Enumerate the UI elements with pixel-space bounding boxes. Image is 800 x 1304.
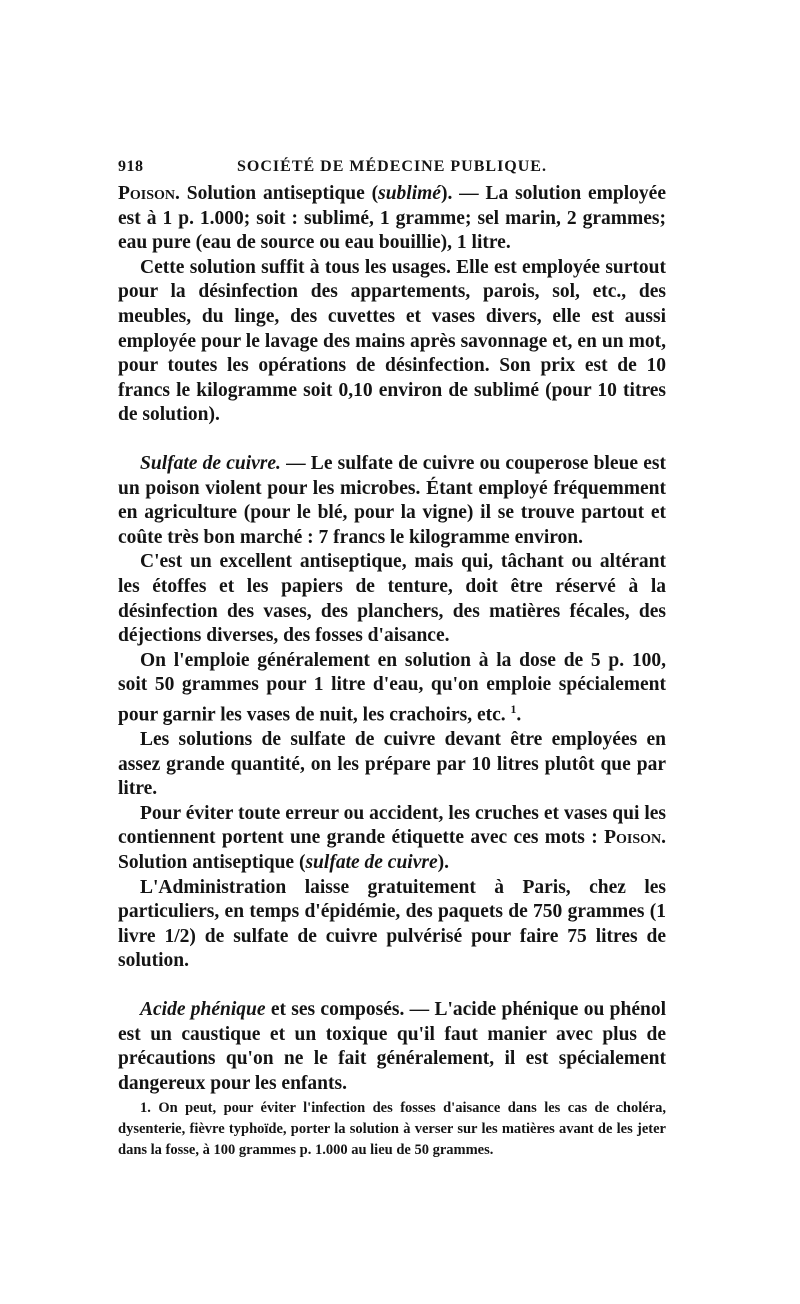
small-caps-term: Poison	[604, 827, 662, 849]
text-run: Pour éviter toute erreur ou accident, les cruches et vases qui les contiennent portent une grande étiquette avec ces mots :	[118, 802, 666, 849]
paragraph: L'Administration laisse gratuitement à Paris, chez les particuliers, en temps d'épidémie, des paquets de 750 grammes (1 livre 1/2) de sulfate de cuivre pulvérisé pour faire 75 litres de solution.	[118, 876, 666, 972]
paragraph: Les solutions de sulfate de cuivre devant être employées en assez grande quantité, on les prépare par 10 litres plutôt que par litre.	[118, 728, 666, 800]
paragraph: Cette solution suffit à tous les usages. Elle est employée surtout pour la désinfection des appartements, parois, sol, etc., des meubles, du linge, des cuvettes et vases divers, elle est aussi employée pour le lavage des mains après savonnage et, en un mot, pour toutes les opérations de désinfection. Son prix est de 10 francs le kilogramme soit 0,10 environ de sublimé (pour 10 titres de solution).	[118, 256, 666, 426]
paragraph	[118, 649, 666, 728]
footnote-marker: 1	[510, 702, 517, 716]
italic-term: sublimé	[378, 183, 441, 204]
italic-heading: Acide phénique	[140, 998, 266, 1020]
paragraph-sulfate	[118, 452, 666, 550]
text-run: ). — La solution employée est à 1 p. 1.000; soit : sublimé, 1 gramme; sel marin, 2 grammes; eau pure (eau de source ou eau bouillie), 1 litre.	[118, 183, 666, 254]
italic-heading: Sulfate de cuivre.	[140, 452, 281, 474]
paragraph: C'est un excellent antiseptique, mais qui, tâchant ou altérant les étoffes et les papiers de tenture, doit être réservé à la désinfection des vases, des planchers, des matières fécales, des déjections diverses, des fosses d'aisance.	[118, 551, 666, 647]
text-run: On l'emploie généralement en solution à la dose de 5 p. 100, soit 50 grammes pour 1 litre d'eau, qu'on emploie spécialement pour garnir les vases de nuit, les crachoirs, etc.	[118, 649, 666, 726]
text-run: .	[516, 704, 522, 726]
paragraph-acide	[118, 998, 666, 1096]
italic-term: sulfate de cuivre	[305, 851, 438, 873]
footnote: 1. On peut, pour éviter l'infection des fosses d'aisance dans les cas de choléra, dysenterie, fièvre typhoïde, porter la solution à verser sur les matières avant de les jeter dans la fosse, à 100 grammes p. 1.000 au lieu de 50 grammes.	[118, 1100, 666, 1158]
running-title: SOCIÉTÉ DE MÉDECINE PUBLIQUE.	[237, 158, 547, 175]
running-header	[118, 158, 666, 182]
paragraph	[118, 802, 666, 876]
text-run: et ses composés. — L'acide phénique ou phénol est un caustique et un toxique qu'il faut manier avec plus de précautions qu'on ne le fait généralement, il est spécialement dangereux pour les enfants.	[118, 998, 666, 1094]
text-run: . Solution antiseptique (	[175, 183, 379, 204]
text-run: . Solution antiseptique (	[118, 827, 666, 873]
body-text	[118, 182, 666, 1096]
paragraph-poison	[118, 182, 666, 256]
small-caps-term: Poison	[118, 183, 176, 204]
page-number: 918	[118, 158, 144, 175]
text-run: ).	[437, 851, 449, 873]
text-run: — Le sulfate de cuivre ou couperose bleue est un poison violent pour les microbes. Étant employé fréquemment en agriculture (pour le blé, pour la vigne) il se trouve partout et coûte très bon marché : 7 francs le kilogramme environ.	[118, 452, 667, 548]
